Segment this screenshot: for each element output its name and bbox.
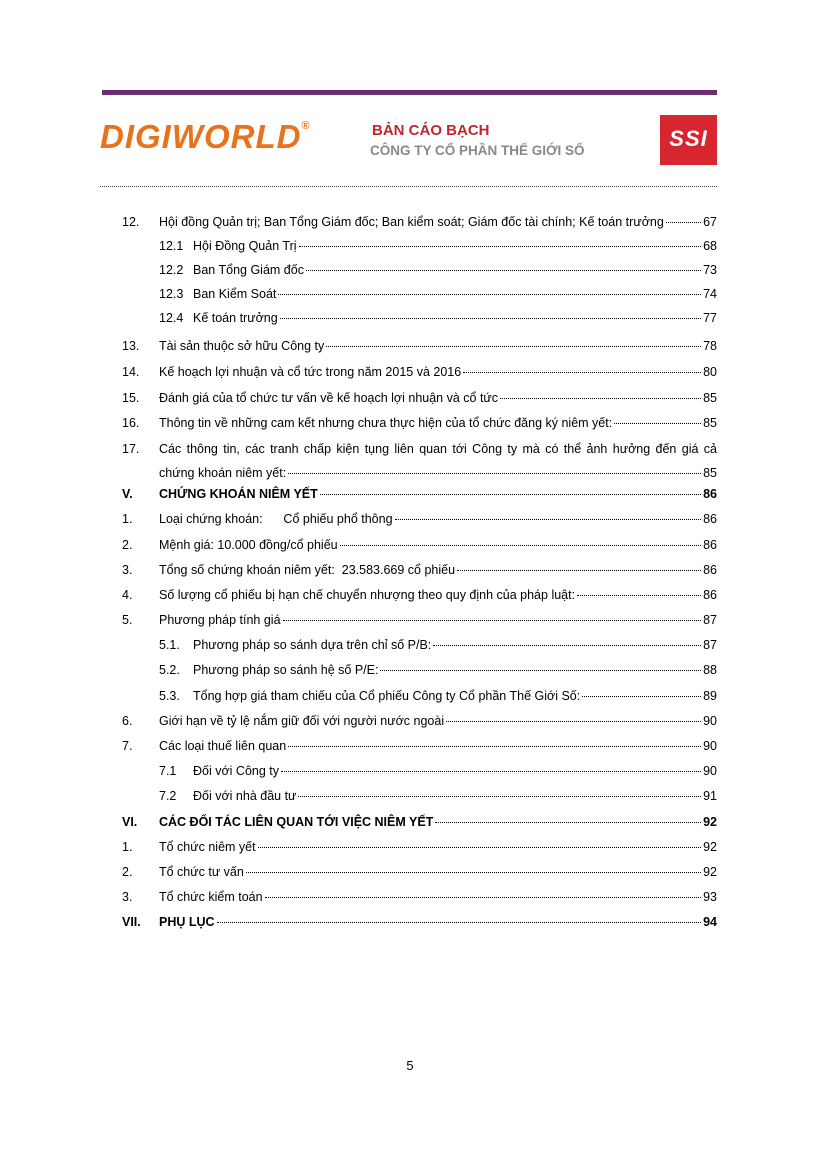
toc-entry-line	[193, 282, 717, 306]
toc-entry-line	[193, 633, 717, 657]
toc-title: Ban Kiểm Soát	[193, 287, 277, 301]
dot-leader	[380, 670, 701, 671]
dot-leader	[283, 620, 702, 621]
toc-entry[interactable]	[0, 234, 820, 258]
toc-number: 15.	[122, 391, 140, 405]
toc-entry-line	[159, 910, 717, 934]
toc-title: CHỨNG KHOÁN NIÊM YẾT	[159, 487, 318, 501]
toc-number: 7.1	[159, 764, 177, 778]
dot-leader	[217, 922, 702, 923]
toc-section-heading[interactable]	[0, 482, 820, 506]
dot-leader	[582, 696, 701, 697]
toc-entry-line	[193, 258, 717, 282]
toc-title: PHỤ LỤC	[159, 915, 215, 929]
toc-page-number: 67	[703, 215, 717, 229]
toc-number: 12.3	[159, 287, 184, 301]
toc-entry[interactable]	[0, 258, 820, 282]
toc-number: 13.	[122, 339, 140, 353]
toc-title: Phương pháp so sánh hệ số P/E:	[193, 663, 379, 677]
toc-entry-line	[159, 334, 717, 358]
toc-number: 7.	[122, 739, 133, 753]
toc-number: 17.	[122, 442, 140, 456]
toc-entry-line	[159, 386, 717, 410]
toc-title: Tổ chức niêm yết	[159, 840, 256, 854]
toc-page-number: 77	[703, 311, 717, 325]
toc-entry-line	[193, 234, 717, 258]
dot-leader	[280, 318, 701, 319]
toc-page-number: 73	[703, 263, 717, 277]
toc-entry-line	[159, 482, 717, 506]
toc-entry[interactable]	[0, 507, 820, 531]
toc-title: Mệnh giá: 10.000 đồng/cổ phiếu	[159, 538, 338, 552]
toc-entry-line	[159, 885, 717, 909]
toc-section-heading[interactable]	[0, 810, 820, 834]
toc-entry[interactable]	[0, 360, 820, 384]
dot-leader	[306, 270, 701, 271]
toc-number: 3.	[122, 890, 133, 904]
toc-entry-line	[159, 360, 717, 384]
toc-title: Hội Đồng Quản Trị	[193, 239, 297, 253]
toc-title: Tổng số chứng khoán niêm yết: 23.583.669 cổ phiếu	[159, 563, 456, 577]
toc-entry-line	[159, 507, 717, 531]
toc-entry[interactable]	[0, 306, 820, 330]
dot-leader	[577, 595, 701, 596]
toc-page-number: 87	[703, 638, 717, 652]
toc-entry[interactable]	[0, 386, 820, 410]
toc-title: Kế toán trưởng	[193, 311, 278, 325]
toc-page-number: 90	[703, 739, 717, 753]
toc-entry-line	[159, 210, 717, 234]
dot-leader	[299, 246, 702, 247]
toc-number: 5.	[122, 613, 133, 627]
toc-number: VI.	[122, 815, 138, 829]
toc-title: Đối với nhà đầu tư	[193, 789, 297, 803]
toc-title: Các loại thuế liên quan	[159, 739, 287, 753]
toc-entry[interactable]	[0, 411, 820, 435]
toc-number: 12.	[122, 215, 140, 229]
toc-entry-line	[159, 583, 717, 607]
dot-leader	[463, 372, 701, 373]
toc-page-number: 86	[703, 512, 717, 526]
toc-page-number: 85	[703, 391, 717, 405]
header-divider	[100, 186, 717, 187]
toc-title: Kế hoạch lợi nhuận và cổ tức trong năm 2015 và 2016	[159, 365, 462, 379]
toc-page-number: 86	[703, 487, 717, 501]
toc-number: 2.	[122, 865, 133, 879]
digiworld-logo: DIGIWORLD®	[100, 118, 311, 155]
toc-entry-line	[193, 658, 717, 682]
toc-number: 14.	[122, 365, 140, 379]
toc-title: Giới hạn về tỷ lệ nắm giữ đối với người nước ngoài	[159, 714, 445, 728]
dot-leader	[265, 897, 702, 898]
dot-leader	[446, 721, 701, 722]
toc-title: chứng khoán niêm yết:	[159, 466, 287, 480]
toc-page-number: 87	[703, 613, 717, 627]
toc-entry-line	[159, 411, 717, 435]
toc-number: 2.	[122, 538, 133, 552]
dot-leader	[320, 494, 701, 495]
toc-entry[interactable]	[0, 684, 820, 708]
toc-entry[interactable]	[0, 558, 820, 582]
toc-page-number: 92	[703, 865, 717, 879]
toc-page-number: 94	[703, 915, 717, 929]
toc-entry[interactable]	[0, 583, 820, 607]
dot-leader	[258, 847, 701, 848]
toc-entry-line	[193, 684, 717, 708]
toc-number: 3.	[122, 563, 133, 577]
dot-leader	[395, 519, 702, 520]
toc-entry[interactable]	[0, 608, 820, 632]
toc-title: Tài sản thuộc sở hữu Công ty	[159, 339, 325, 353]
toc-entry-line	[193, 784, 717, 808]
dot-leader	[457, 570, 701, 571]
toc-page-number: 78	[703, 339, 717, 353]
company-name: CÔNG TY CỔ PHẦN THẾ GIỚI SỐ	[370, 143, 585, 158]
toc-entry-line	[159, 734, 717, 758]
toc-entry-line	[159, 608, 717, 632]
toc-entry-line	[159, 810, 717, 834]
dot-leader	[246, 872, 701, 873]
toc-entry[interactable]	[0, 759, 820, 783]
toc-number: V.	[122, 487, 133, 501]
toc-number: 7.2	[159, 789, 177, 803]
toc-entry[interactable]	[0, 734, 820, 758]
dot-leader	[288, 746, 701, 747]
toc-title: Tổ chức tư vấn	[159, 865, 244, 879]
toc-entry[interactable]	[0, 885, 820, 909]
toc-number: 5.3.	[159, 689, 180, 703]
toc-title: Tổ chức kiểm toán	[159, 890, 263, 904]
toc-number: 12.4	[159, 311, 184, 325]
toc-page-number: 85	[703, 416, 717, 430]
toc-title: Phương pháp tính giá	[159, 613, 281, 627]
toc-entry-line	[159, 709, 717, 733]
toc-page-number: 85	[703, 466, 717, 480]
toc-entry-line	[159, 860, 717, 884]
toc-page-number: 90	[703, 764, 717, 778]
document-title: BẢN CÁO BẠCH	[372, 122, 490, 139]
toc-entry[interactable]	[0, 658, 820, 682]
toc-entry-line	[159, 558, 717, 582]
toc-entry-line	[159, 835, 717, 859]
toc-number: 1.	[122, 512, 133, 526]
toc-page-number: 89	[703, 689, 717, 703]
toc-entry[interactable]	[0, 709, 820, 733]
toc-page-number: 92	[703, 815, 717, 829]
dot-leader	[281, 771, 701, 772]
toc-entry[interactable]	[0, 282, 820, 306]
toc-number: 1.	[122, 840, 133, 854]
toc-section-heading[interactable]	[0, 910, 820, 934]
toc-entry[interactable]	[0, 437, 820, 485]
dot-leader	[326, 346, 701, 347]
toc-title: Các thông tin, các tranh chấp kiện tụng liên quan tới Công ty mà có thể ảnh hưởng đến giá cả	[159, 442, 717, 456]
ssi-logo: SSI	[660, 115, 717, 165]
toc-page-number: 80	[703, 365, 717, 379]
toc-page-number: 86	[703, 588, 717, 602]
dot-leader	[288, 473, 701, 474]
dot-leader	[614, 423, 701, 424]
toc-entry-line	[159, 533, 717, 557]
toc-title: Loại chứng khoán: Cổ phiếu phổ thông	[159, 512, 393, 526]
dot-leader	[435, 822, 701, 823]
toc-title: Ban Tổng Giám đốc	[193, 263, 304, 277]
dot-leader	[666, 222, 701, 223]
toc-number: 5.1.	[159, 638, 180, 652]
toc-entry[interactable]	[0, 210, 820, 234]
toc-number: 12.1	[159, 239, 184, 253]
toc-entry[interactable]	[0, 835, 820, 859]
toc-entry[interactable]	[0, 784, 820, 808]
toc-page-number: 86	[703, 538, 717, 552]
toc-number: 6.	[122, 714, 133, 728]
toc-number: 16.	[122, 416, 140, 430]
toc-page-number: 68	[703, 239, 717, 253]
toc-number: 12.2	[159, 263, 184, 277]
toc-page-number: 92	[703, 840, 717, 854]
dot-leader	[340, 545, 701, 546]
toc-entry-line	[193, 759, 717, 783]
toc-page-number: 90	[703, 714, 717, 728]
toc-title: Thông tin về những cam kết nhưng chưa thực hiện của tổ chức đăng ký niêm yết:	[159, 416, 613, 430]
toc-page-number: 91	[703, 789, 717, 803]
toc-page-number: 74	[703, 287, 717, 301]
header-bar	[102, 90, 717, 95]
dot-leader	[298, 796, 701, 797]
toc-page-number: 86	[703, 563, 717, 577]
toc-number: 5.2.	[159, 663, 180, 677]
toc-number: VII.	[122, 915, 141, 929]
dot-leader	[500, 398, 701, 399]
dot-leader	[278, 294, 701, 295]
toc-entry[interactable]	[0, 334, 820, 358]
toc-number: 4.	[122, 588, 133, 602]
toc-page-number: 93	[703, 890, 717, 904]
page-number: 5	[406, 1058, 414, 1073]
toc-title: Tổng hợp giá tham chiếu của Cổ phiếu Công ty Cổ phần Thế Giới Số:	[193, 689, 581, 703]
toc-page-number: 88	[703, 663, 717, 677]
toc-title: Phương pháp so sánh dựa trên chỉ số P/B:	[193, 638, 432, 652]
toc-title: Đối với Công ty	[193, 764, 280, 778]
toc-title: Đánh giá của tổ chức tư vấn về kế hoạch lợi nhuận và cổ tức	[159, 391, 499, 405]
toc-title: CÁC ĐỐI TÁC LIÊN QUAN TỚI VIỆC NIÊM YẾT	[159, 815, 434, 829]
toc-title: Số lượng cổ phiếu bị hạn chế chuyển nhượng theo quy định của pháp luật:	[159, 588, 576, 602]
dot-leader	[433, 645, 701, 646]
toc-entry-line	[193, 306, 717, 330]
toc-title: Hội đồng Quản trị; Ban Tổng Giám đốc; Ban kiểm soát; Giám đốc tài chính; Kế toán trưởng	[159, 215, 664, 229]
toc-entry[interactable]	[0, 633, 820, 657]
toc-entry[interactable]	[0, 860, 820, 884]
toc-entry[interactable]	[0, 533, 820, 557]
